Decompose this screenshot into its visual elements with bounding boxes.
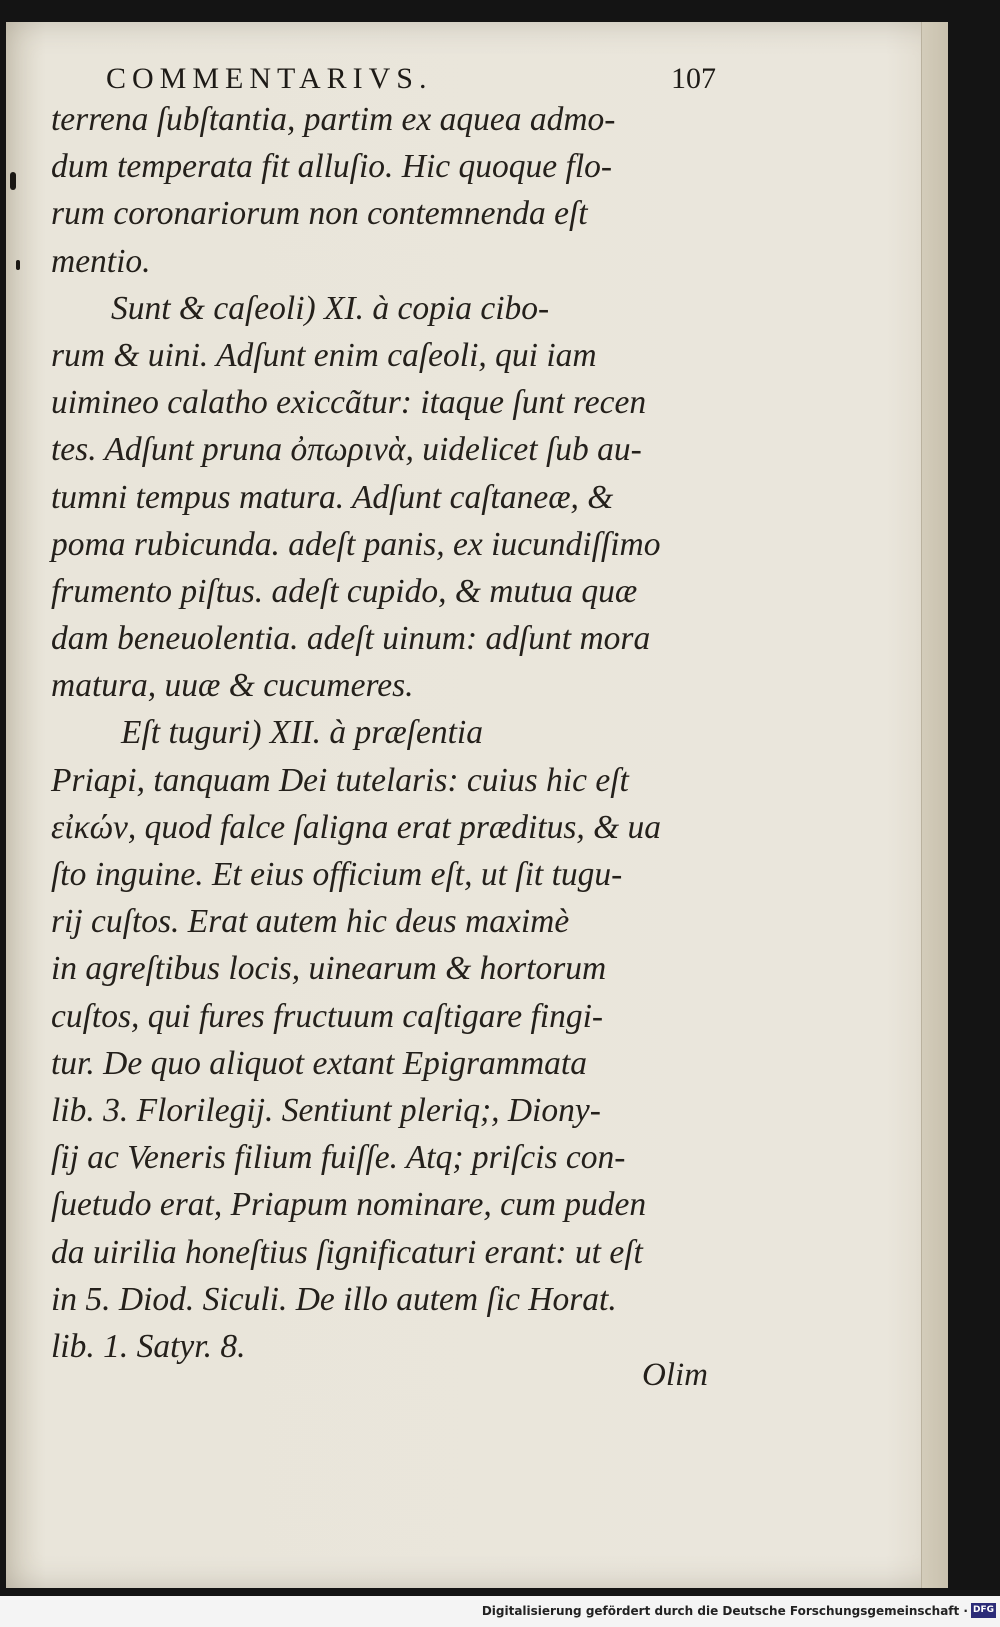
text-line: tumni tempus matura. Adſunt caſtaneæ, & (51, 478, 614, 516)
text-line: Sunt & caſeoli) XI. à copia cibo- (111, 289, 550, 327)
text-line: rum & uini. Adſunt enim caſeoli, qui iam (51, 336, 597, 374)
body-text (51, 96, 731, 1370)
text-line: uimineo calatho exiccãtur: itaque ſunt recen (51, 384, 647, 422)
text-line: lib. 1. Satyr. 8. (51, 1327, 246, 1365)
text-line: cuſtos, qui fures fructuum caſtigare fingi- (51, 997, 604, 1035)
text-line: lib. 3. Florilegij. Sentiunt pleriq;, Diony- (51, 1091, 601, 1129)
text-line: dam beneuolentia. adeſt uinum: adſunt mora (51, 620, 651, 658)
text-line: dum temperata fit alluſio. Hic quoque flo- (51, 148, 613, 186)
text-line: tur. De quo aliquot extant Epigrammata (51, 1044, 587, 1082)
text-line: da uirilia honeſtius ſignificaturi erant: ut eſt (51, 1233, 643, 1271)
text-line: ſto inguine. Et eius officium eſt, ut ſit tugu- (51, 856, 623, 893)
margin-mark (16, 260, 20, 270)
digitization-footer (0, 1596, 1000, 1627)
text-line: matura, uuæ & cucumeres. (51, 667, 414, 705)
text-line: ſij ac Veneris filium fuiſſe. Atq; priſcis con- (51, 1139, 626, 1177)
page-number: 107 (671, 62, 716, 95)
dfg-logo: DFG (971, 1603, 996, 1618)
text-line: ſuetudo erat, Priapum nominare, cum puden (51, 1186, 647, 1224)
catchword: Olim (642, 1357, 708, 1393)
text-line: tes. Adſunt pruna ὀπωρινὰ, uidelicet ſub au- (51, 431, 642, 469)
text-line: Priapi, tanquam Dei tutelaris: cuius hic eſt (51, 761, 629, 799)
text-line: Eſt tuguri) XII. à præſentia (121, 714, 483, 752)
running-title: COMMENTARIVS. (106, 62, 433, 95)
text-line: in 5. Diod. Siculi. De illo autem ſic Horat. (51, 1280, 617, 1318)
text-line: rum coronariorum non contemnenda eſt (51, 195, 588, 233)
text-line: mentio. (51, 242, 151, 280)
text-line: poma rubicunda. adeſt panis, ex iucundiſſimo (51, 525, 661, 563)
book-page (6, 22, 948, 1588)
footer-credit: Digitalisierung gefördert durch die Deutsche Forschungsgemeinschaft · (481, 1604, 968, 1618)
text-line: frumento piſtus. adeſt cupido, & mutua quæ (51, 572, 638, 610)
text-line: terrena ſubſtantia, partim ex aquea admo- (51, 101, 616, 138)
text-line: in agreſtibus locis, uinearum & hortorum (51, 950, 607, 988)
margin-mark (10, 172, 16, 190)
page-edge (921, 22, 948, 1588)
text-line: εἰκών, quod falce ſaligna erat præditus, & ua (51, 808, 662, 846)
text-line: rij cuſtos. Erat autem hic deus maximè (51, 903, 570, 941)
